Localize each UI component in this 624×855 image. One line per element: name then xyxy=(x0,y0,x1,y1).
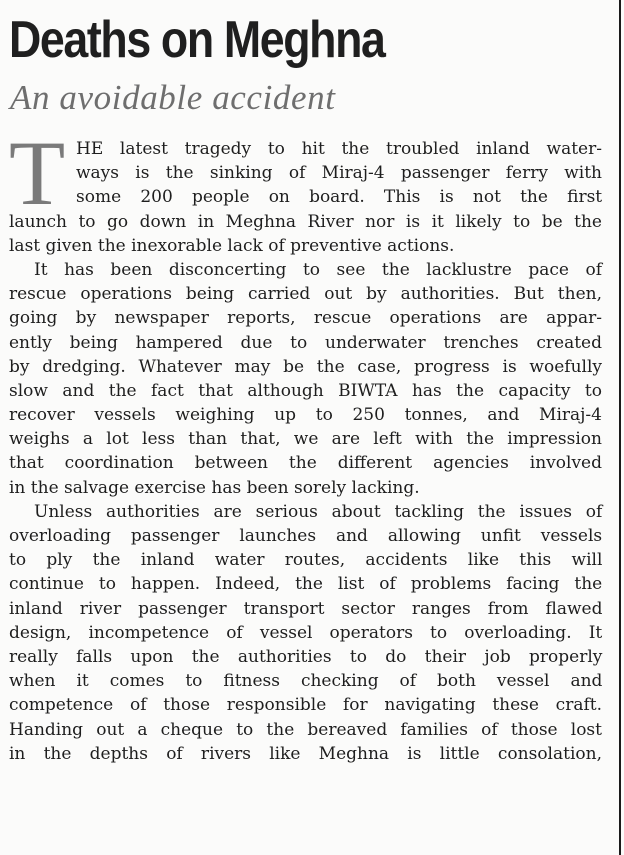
paragraph-line: rescue operations being carried out by authorities. But then, xyxy=(9,284,602,305)
paragraph-line: when it comes to fitness checking of both vessel and xyxy=(9,671,603,692)
paragraph-line: continue to happen. Indeed, the list of problems facing the xyxy=(9,574,603,595)
paragraph-line: some 200 people on board. This is not the first xyxy=(76,187,603,208)
paragraph-2 xyxy=(9,258,602,500)
headline: Deaths on Meghna xyxy=(9,11,385,69)
paragraph-line: last given the inexorable lack of preventive actions. xyxy=(9,235,455,256)
paragraph-line: recover vessels weighing up to 250 tonnes, and Miraj-4 xyxy=(9,405,602,426)
paragraph-line: that coordination between the different agencies involved xyxy=(9,453,602,474)
paragraph-1 xyxy=(9,122,603,258)
paragraph-line: overloading passenger launches and allowing unfit vessels xyxy=(9,526,603,546)
paragraph-line: slow and the fact that although BIWTA has the capacity to xyxy=(9,380,602,401)
paragraph-line: weighs a lot less than that, we are left with the impression xyxy=(9,429,602,450)
paragraph-3 xyxy=(9,500,602,766)
paragraph-line: in the depths of rivers like Meghna is little consolation, xyxy=(9,743,602,764)
paragraph-line: ways is the sinking of Miraj-4 passenger ferry with xyxy=(76,163,602,184)
paragraph-line: Unless authorities are serious about tackling the issues of xyxy=(34,501,603,522)
subheadline: An avoidable accident xyxy=(10,78,336,117)
column-rule xyxy=(619,0,621,855)
paragraph-line: launch to go down in Meghna River nor is it likely to be the xyxy=(9,211,602,232)
drop-cap: T xyxy=(9,122,66,224)
paragraph-line: going by newspaper reports, rescue operations are appar- xyxy=(9,308,602,329)
paragraph-line: inland river passenger transport sector ranges from flawed xyxy=(9,598,603,619)
paragraph-line: Handing out a cheque to the bereaved families of those lost xyxy=(9,719,602,740)
paragraph-line: in the salvage exercise has been sorely lacking. xyxy=(9,477,420,498)
paragraph-line: ently being hampered due to underwater trenches created xyxy=(9,332,602,353)
article-body xyxy=(9,122,603,766)
paragraph-line: really falls upon the authorities to do their job properly xyxy=(9,646,603,667)
paragraph-line: by dredging. Whatever may be the case, progress is woefully xyxy=(9,356,602,377)
paragraph-line: It has been disconcerting to see the lacklustre pace of xyxy=(34,259,602,280)
paragraph-line: competence of those responsible for navigating these craft. xyxy=(9,695,602,716)
paragraph-line: to ply the inland water routes, accidents like this will xyxy=(9,550,603,571)
paragraph-line: HE latest tragedy to hit the troubled inland water- xyxy=(76,139,602,159)
paragraph-line: design, incompetence of vessel operators to overloading. It xyxy=(9,622,603,643)
